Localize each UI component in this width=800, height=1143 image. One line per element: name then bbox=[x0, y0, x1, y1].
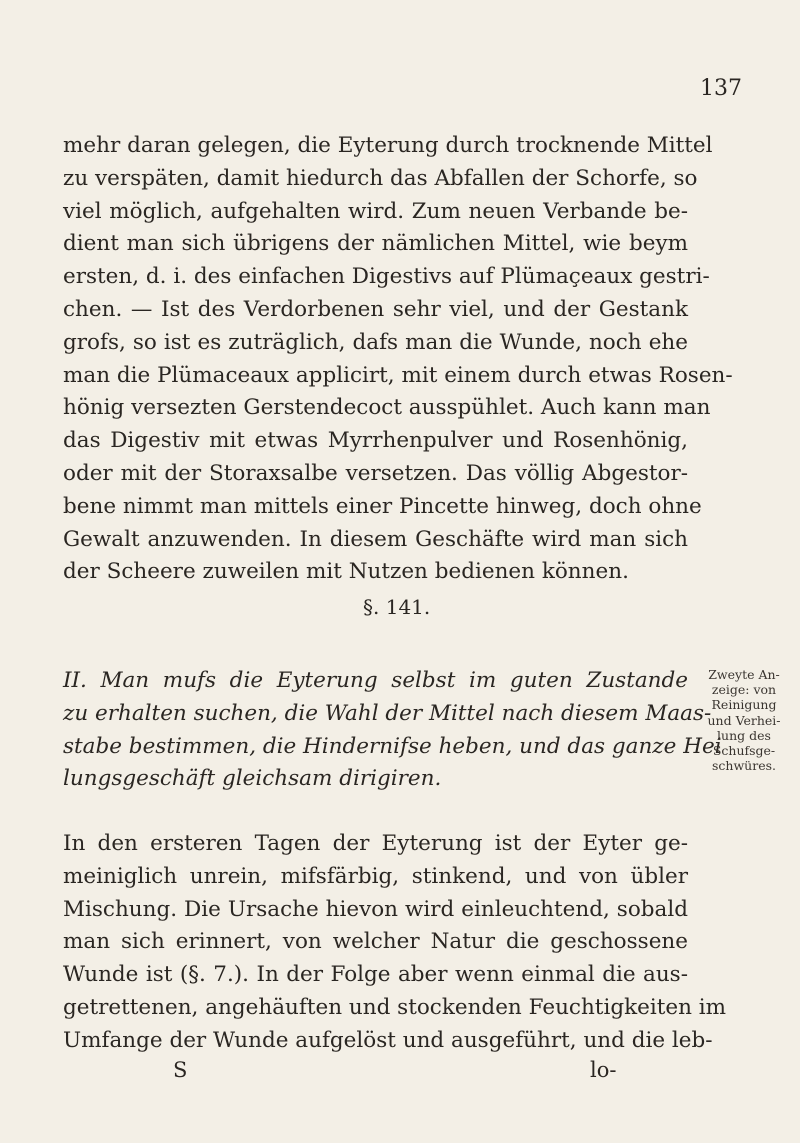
text-line: zu verspäten, damit hiedurch das Abfallen der Schorfe, so bbox=[63, 165, 698, 191]
marginal-line: schwüres. bbox=[712, 758, 776, 774]
text-line: dient man sich übrigens der nämlichen Mittel, wie beym bbox=[63, 231, 688, 257]
text-line: man die Plümaceaux applicirt, mit einem durch etwas Rosen- bbox=[63, 362, 733, 388]
text-line: Mischung. Die Ursache hievon wird einleuchtend, sobald bbox=[63, 896, 688, 922]
marginal-note bbox=[694, 667, 794, 773]
marginal-line: und Verhei- bbox=[707, 712, 781, 728]
text-line: man sich erinnert, von welcher Natur die geschossene bbox=[63, 929, 688, 955]
section-heading: §. 141. bbox=[363, 595, 431, 619]
text-line: chen. — Ist des Verdorbenen sehr viel, und der Gestank bbox=[63, 296, 688, 322]
marginal-line: lung des bbox=[717, 727, 771, 743]
marginal-line: Zweyte An- bbox=[708, 667, 780, 682]
text-line: getrettenen, angehäuften und stockenden Feuchtigkeiten im bbox=[63, 994, 727, 1020]
marginal-line: Schufsge- bbox=[712, 743, 776, 759]
text-line: der Scheere zuweilen mit Nutzen bedienen können. bbox=[63, 559, 629, 585]
paragraph-2-italic bbox=[63, 665, 722, 796]
text-line: zu erhalten suchen, die Wahl der Mittel nach diesem Maas- bbox=[63, 700, 712, 726]
text-line: grofs, so ist es zuträglich, dafs man die Wunde, noch ehe bbox=[63, 329, 688, 355]
text-line: oder mit der Storaxsalbe versetzen. Das völlig Abgestor- bbox=[63, 460, 688, 486]
paragraph-3 bbox=[63, 828, 727, 1058]
paragraph-1 bbox=[63, 130, 733, 589]
text-line: Gewalt anzuwenden. In diesem Geschäfte wird man sich bbox=[63, 526, 688, 552]
text-line: Umfange der Wunde aufgelöst und ausgeführt, und die leb- bbox=[63, 1027, 713, 1053]
text-line: lungsgeschäft gleichsam dirigiren. bbox=[63, 766, 442, 792]
marginal-line: zeige: von bbox=[711, 682, 777, 698]
text-line: meiniglich unrein, mifsfärbig, stinkend, und von übler bbox=[63, 863, 688, 889]
signature-mark: S bbox=[173, 1058, 188, 1082]
text-line: hönig versezten Gerstendecoct ausspühlet. Auch kann man bbox=[63, 395, 711, 421]
text-line: viel möglich, aufgehalten wird. Zum neuen Verbande be- bbox=[63, 198, 688, 224]
text-line: bene nimmt man mittels einer Pincette hinweg, doch ohne bbox=[63, 493, 702, 519]
text-line: Wunde ist (§. 7.). In der Folge aber wenn einmal die aus- bbox=[63, 962, 688, 988]
text-line: mehr daran gelegen, die Eyterung durch trocknende Mittel bbox=[63, 133, 713, 158]
text-line: In den ersteren Tagen der Eyterung ist der Eyter ge- bbox=[63, 831, 688, 856]
catchword: lo- bbox=[590, 1058, 617, 1082]
text-line: ersten, d. i. des einfachen Digestivs auf Plümaçeaux gestri- bbox=[63, 264, 710, 290]
text-line: II. Man mufs die Eyterung selbst im guten Zustande bbox=[63, 668, 688, 693]
page-number: 137 bbox=[700, 76, 742, 101]
text-line: stabe bestimmen, die Hindernifse heben, und das ganze Hei bbox=[63, 733, 722, 759]
marginal-line: Reinigung bbox=[711, 697, 777, 713]
text-line: das Digestiv mit etwas Myrrhenpulver und Rosenhönig, bbox=[63, 428, 688, 454]
